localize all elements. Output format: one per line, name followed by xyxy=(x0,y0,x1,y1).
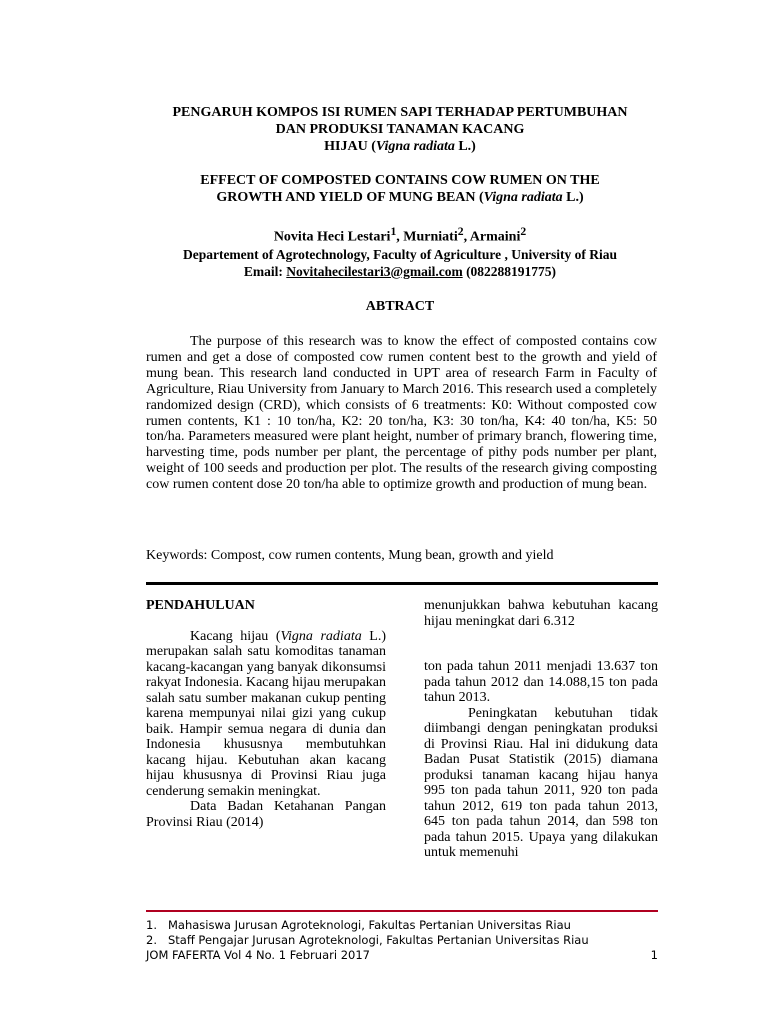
title-indonesian xyxy=(140,104,660,155)
title-english xyxy=(140,172,660,206)
author-list xyxy=(140,223,660,246)
title-id-line1: PENGARUH KOMPOS ISI RUMEN SAPI TERHADAP PERTUMBUHAN xyxy=(172,105,628,120)
section-heading-pendahuluan: PENDAHULUAN xyxy=(146,598,255,613)
page-number: 1 xyxy=(650,948,658,962)
phone-number: (082288191775) xyxy=(462,263,557,279)
author-3: , Armaini xyxy=(463,229,521,245)
footnote-item xyxy=(146,918,658,933)
title-id-line3-prefix: HIJAU ( xyxy=(324,139,376,154)
email-line xyxy=(140,263,660,280)
paragraph: ton pada tahun 2011 menjadi 13.637 ton pada tahun 2012 dan 14.088,15 ton pada tahun 2013. xyxy=(424,659,658,705)
footnote-number: 2. xyxy=(146,933,157,947)
column-gap xyxy=(424,629,658,659)
author-1: Novita Heci Lestari xyxy=(273,229,391,245)
keywords: Keywords: Compost, cow rumen contents, Mung bean, growth and yield xyxy=(146,548,554,563)
footnote-item xyxy=(146,933,658,948)
title-en-line2 xyxy=(140,189,660,206)
affiliation: Departement of Agrotechnology, Faculty of Agriculture , University of Riau xyxy=(182,246,618,262)
paragraph: menunjukkan bahwa kebutuhan kacang hijau meningkat dari 6.312 xyxy=(424,598,658,629)
paragraph: Peningkatan kebutuhan tidak diimbangi dengan peningkatan produksi di Provinsi Riau. Hal ini didukung data Badan Pusat Statistik (2015) diamana produksi tanaman kacang hijau hanya 995 ton pada tahun 2011, 920 ton pada tahun 2012, 619 ton pada tahun 2013, 645 ton pada tahun 2014, dan 598 ton pada tahun 2015. Upaya yang dilakukan untuk memenuhi xyxy=(424,705,658,860)
title-id-species: Vigna radiata xyxy=(375,139,455,154)
title-id-line3 xyxy=(140,138,660,155)
paragraph-text: L.) merupakan salah satu komoditas tanaman kacang-kacangan yang banyak dikonsumsi rakyat Indonesia. Kacang hijau merupakan salah satu sumber makanan cukup penting karena mempunyai nilai gizi yang cukup baik. Hampir semua negara di dunia dan Indonesia khususnya membutuhkan kacang hijau. Kebutuhan akan kacang hijau khususnya di Provinsi Riau juga cenderung semakin meningkat. xyxy=(146,628,386,799)
footnote-text: Staff Pengajar Jurusan Agroteknologi, Fakultas Pertanian Universitas Riau xyxy=(168,933,589,947)
species-name: Vigna radiata xyxy=(280,628,362,644)
right-column xyxy=(424,598,658,861)
section-divider xyxy=(146,582,658,585)
footnotes xyxy=(146,918,658,963)
footnote-divider xyxy=(146,910,658,912)
author-1-affil-mark: 1 xyxy=(390,225,397,238)
title-en-line2-prefix: GROWTH AND YIELD OF MUNG BEAN ( xyxy=(216,190,484,205)
abstract-text: The purpose of this research was to know the effect of composted contains cow rumen and get a dose of composted cow rumen content best to the growth and yield of mung bean. This research land conducted in UPT area of research Farm in Faculty of Agriculture, Riau University from January to March 2016. This research used a completely randomized design (CRD), which consists of 6 treatments: K0: Without composted cow rumen contents, K1 : 10 ton/ha, K2: 20 ton/ha, K3: 30 ton/ha, K4: 40 ton/ha, K5: 50 ton/ha. Parameters measured were plant height, number of primary branch, flowering time, harvesting time, pods number per plant, the percentage of pithy pods number per plant, weight of 100 seeds and production per plot. The results of the research giving composting cow rumen content dose 20 ton/ha able to optimize growth and production of mung bean. xyxy=(146,334,657,493)
title-en-species: Vigna radiata xyxy=(483,190,563,205)
page-footer xyxy=(146,948,658,963)
title-id-line2: DAN PRODUKSI TANAMAN KACANG xyxy=(275,122,525,137)
abstract-heading: ABTRACT xyxy=(365,298,435,314)
author-2-affil-mark: 2 xyxy=(457,225,464,238)
paragraph: Data Badan Ketahanan Pangan Provinsi Riau (2014) xyxy=(146,799,386,830)
footnote-number: 1. xyxy=(146,918,157,932)
journal-citation: JOM FAFERTA Vol 4 No. 1 Februari 2017 xyxy=(146,948,370,962)
author-2: , Murniati xyxy=(396,229,458,245)
title-block xyxy=(140,104,660,315)
author-3-affil-mark: 2 xyxy=(520,225,527,238)
email-link[interactable]: Novitahecilestari3@gmail.com xyxy=(286,263,463,279)
footnote-text: Mahasiswa Jurusan Agroteknologi, Fakultas Pertanian Universitas Riau xyxy=(168,918,571,932)
paragraph xyxy=(146,629,386,800)
title-id-line3-suffix: L.) xyxy=(454,139,476,154)
paragraph-text: Kacang hijau ( xyxy=(190,628,281,644)
title-en-line2-suffix: L.) xyxy=(562,190,584,205)
left-column xyxy=(146,598,386,830)
email-label: Email: xyxy=(243,263,287,279)
title-en-line1: EFFECT OF COMPOSTED CONTAINS COW RUMEN ON THE xyxy=(200,173,600,188)
